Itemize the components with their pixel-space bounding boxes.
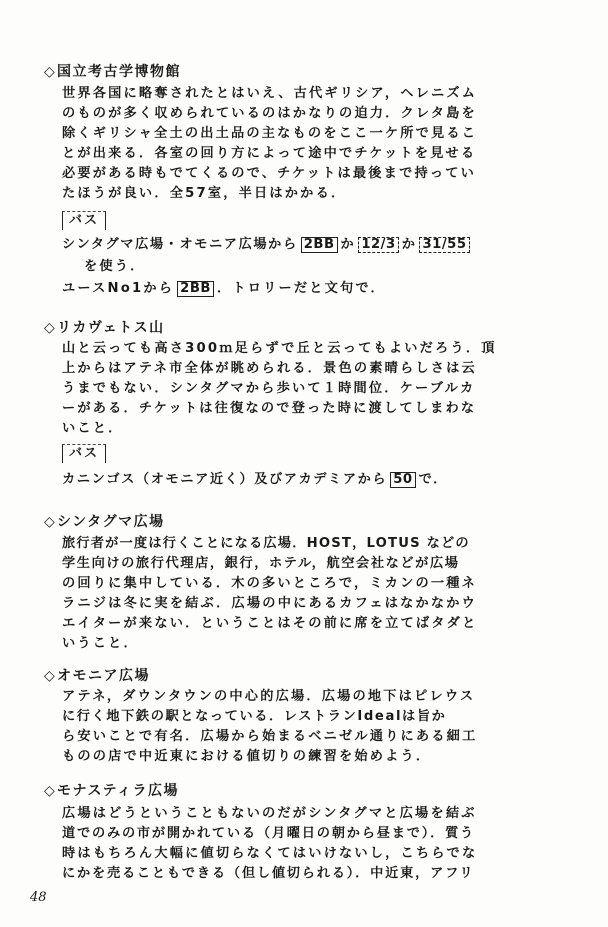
- museum-body-line: 除くギリシャ全土の出土品の主なものをここ一ケ所で見るこ: [62, 126, 478, 141]
- museum-body-line: 世界各国に略奪されたとはいえ、古代ギリシア，ヘレニズム: [62, 86, 478, 101]
- page-number: 48: [30, 890, 47, 905]
- syntagma-body-line: 学生向けの旅行代理店，銀行，ホテル，航空会社などが広場: [62, 556, 460, 571]
- omonia-title: オモニア広場: [57, 668, 150, 684]
- diamond-bullet-icon: ◇: [44, 668, 55, 684]
- syntagma-body-line: 旅行者が一度は行くことになる広場．HOST，LOTUS などの: [62, 536, 470, 551]
- museum-bus-line-3-suffix: ．トロリーだと文句で．: [216, 281, 386, 296]
- section-heading-lycabettus: [44, 320, 165, 336]
- monastiraki-title: モナスティラ広場: [57, 783, 180, 799]
- section-heading-syntagma: [44, 514, 165, 530]
- lycabettus-bus-suffix: で．: [418, 472, 448, 487]
- diamond-bullet-icon: ◇: [44, 514, 55, 530]
- lycabettus-body-line: 上からはアテネ市全体が眺められる．景色の素晴らしさは云: [62, 361, 477, 376]
- monastiraki-body-line: 時はもちろん大幅に値切らなくてはいけないし，こちらでな: [62, 846, 478, 861]
- syntagma-body-line: いうこと．: [62, 636, 139, 651]
- monastiraki-body-line: 広場はどうということもないのだがシンタグマと広場を結ぶ: [62, 806, 477, 821]
- bus-route-badge: 2BB: [177, 281, 214, 297]
- section-heading-omonia: [44, 668, 150, 684]
- section-heading-museum: [44, 64, 181, 80]
- route-connector: か: [340, 237, 356, 252]
- diamond-bullet-icon: ◇: [44, 783, 55, 799]
- omonia-body-line: アテネ，ダウンタウンの中心的広場．広場の地下はピレウス: [62, 689, 476, 704]
- monastiraki-body-line: 道でのみの市が開かれている（月曜日の朝から昼まで）．質う: [62, 826, 476, 841]
- museum-bus-line-3: [62, 281, 386, 297]
- syntagma-body-line: の回りに集中している．木の多いところで，ミカンの一種ネ: [62, 576, 478, 591]
- lycabettus-bus-label: バス: [62, 444, 106, 463]
- museum-body-line: 必要がある時もでてくるので、チケットは最後まで持ってい: [62, 166, 477, 181]
- lycabettus-body-line: いこと．: [62, 421, 124, 436]
- monastiraki-body-line: にかを売ることもできる（但し値切られる）．中近東，アフリ: [62, 866, 475, 881]
- diamond-bullet-icon: ◇: [44, 64, 55, 80]
- syntagma-body-line: エイターが来ない．ということはその前に席を立てばタダと: [62, 616, 478, 631]
- bus-route-badge: 31/55: [419, 237, 469, 253]
- bus-route-badge: 2BB: [301, 237, 338, 253]
- lycabettus-body-line: ーがある．チケットは往復なので登った時に渡してしまわな: [62, 401, 477, 416]
- omonia-body-line: ら安いことで有名．広場から始まるベニゼル通りにある細工: [62, 729, 478, 744]
- omonia-body-line: に行く地下鉄の駅となっている．レストランIdealは旨か: [62, 709, 447, 724]
- museum-title: 国立考古学博物館: [57, 64, 181, 80]
- diamond-bullet-icon: ◇: [44, 320, 55, 336]
- lycabettus-bus-text: カニンゴス（オモニア近く）及びアカデミアから: [62, 472, 388, 487]
- lycabettus-body-line: うまでもない．シンタグマから歩いて１時間位．ケーブルカ: [62, 381, 476, 396]
- museum-body-line: たほうが良い．全57室，半日はかかる．: [62, 186, 347, 201]
- route-connector: か: [401, 237, 417, 252]
- museum-bus-line-1: [62, 237, 473, 253]
- lycabettus-bus-line: [62, 472, 448, 488]
- syntagma-body-line: ラニジは冬に実を結ぶ．広場の中にあるカフェはなかなかウ: [62, 596, 478, 611]
- museum-bus-line-1-text: シンタグマ広場・オモニア広場から: [62, 237, 298, 252]
- museum-bus-line-2: を使う．: [84, 259, 146, 274]
- bus-route-badge: 50: [390, 472, 415, 488]
- lycabettus-body-line: 山と云っても高さ300ｍ足らずで丘と云ってもよいだろう．頂: [62, 341, 497, 356]
- museum-body-line: とが出来る．各室の回り方によって途中でチケットを見せる: [62, 146, 477, 161]
- omonia-body-line: ものの店で中近東における値切りの練習を始めよう．: [62, 749, 432, 764]
- syntagma-title: シンタグマ広場: [57, 514, 165, 530]
- museum-bus-label: バス: [62, 211, 106, 230]
- museum-bus-line-3-text: ユースNo1から: [62, 281, 175, 296]
- lycabettus-title: リカヴェトス山: [57, 320, 165, 336]
- section-heading-monastiraki: [44, 783, 179, 799]
- museum-body-line: のものが多く収められているのはかなりの迫力．クレタ島を: [62, 106, 477, 121]
- bus-route-badge: 12/3: [358, 237, 398, 253]
